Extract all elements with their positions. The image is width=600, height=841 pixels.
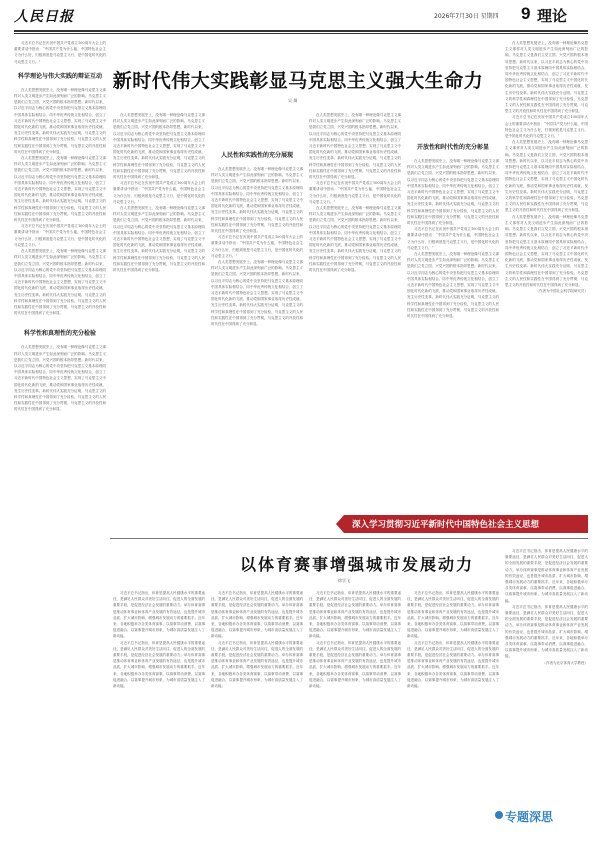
article1-column-2 <box>113 112 205 512</box>
article1-body-part: 习近平总书记在庆祝中国共产党成立100周年大会上的重要讲话中指出：“中国共产党为什么能，中国特色社会主义为什么好，归根到底是马克思主义行，是中国化时代化的马克思主义行。” <box>309 181 401 204</box>
article2-body-part: 习近平总书记指出，体育是提高人民健康水平的重要途径，是满足人民群众对美好生活向往、促进人的全面发展的重要手段，是促进经济社会发展的重要动力。举办体育赛事是推动体育事业和体育产业发展的有效途径，也是提升城市品质、扩大城市影响、增强城市发展动力的重要抓手。近年来，各地积极举办各类体育赛事，以赛事带动消费、以赛事促进融合、以赛事提升城市形象，为城市高质量发展注入了新动能。 <box>407 640 499 689</box>
article2-top-border <box>110 538 588 539</box>
article2-body-part: 习近平总书记指出，体育是提高人民健康水平的重要途径，是满足人民群众对美好生活向往、促进人的全面发展的重要手段，是促进经济社会发展的重要动力。举办体育赛事是推动体育事业和体育产业发展的有效途径，也是提升城市品质、扩大城市影响、增强城市发展动力的重要抓手。近年来，各地积极举办各类体育赛事，以赛事带动消费、以赛事促进融合、以赛事提升城市形象，为城市高质量发展注入了新动能。 <box>211 640 303 689</box>
article2-column-3 <box>309 590 401 830</box>
article2-column-2 <box>211 590 303 830</box>
article2-body-part: 习近平总书记指出，体育是提高人民健康水平的重要途径，是满足人民群众对美好生活向往、促进人的全面发展的重要手段，是促进经济社会发展的重要动力。举办体育赛事是推动体育事业和体育产业发展的有效途径，也是提升城市品质、扩大城市影响、增强城市发展动力的重要抓手。近年来，各地积极举办各类体育赛事，以赛事带动消费、以赛事促进融合、以赛事提升城市形象，为城市高质量发展注入了新动能。 <box>211 591 303 639</box>
article1-subhead-1: 科学理论与伟大实践的辩证互动 <box>17 72 102 80</box>
theme-banner-text: 深入学习贯彻习近平新时代中国特色社会主义思想 <box>352 520 540 530</box>
issue-date: 2026年7月30日 星期四 <box>434 13 499 20</box>
article2-body-part: 习近平总书记指出，体育是提高人民健康水平的重要途径，是满足人民群众对美好生活向往、促进人的全面发展的重要手段，是促进经济社会发展的重要动力。举办体育赛事是推动体育事业和体育产业发展的有效途径，也是提升城市品质、扩大城市影响、增强城市发展动力的重要抓手。近年来，各地积极举办各类体育赛事，以赛事带动消费、以赛事促进融合、以赛事提升城市形象，为城市高质量发展注入了新动能。 <box>505 604 588 659</box>
article1-body-part: 在人类思想发展史上，没有哪一种理论像马克思主义那样对人类文明进步产生如此深刻而广泛的影响。马克思主义是我们立党立国、兴党兴国的根本指导思想。新时代以来，以习近平同志为核心的党中央坚持把马克思主义基本原理同中国具体实际相结合、同中华优秀传统文化相结合，创立了习近平新时代中国特色社会主义思想，实现了马克思主义中国化时代化新的飞跃，推动党和国家事业取得历史性成就、发生历史性变革。新时代伟大实践充分证明，马克思主义的科学性和真理性在中国得到了充分检验，马克思主义的人民性和实践性在中国得到了充分贯彻，马克思主义的开放性和时代性在中国得到了充分彰显。 <box>407 252 499 319</box>
article1-author-note: （作者为中国社会科学院研究员） <box>535 289 588 294</box>
article1-body-part: 在人类思想发展史上，没有哪一种理论像马克思主义那样对人类文明进步产生如此深刻而广泛的影响。马克思主义是我们立党立国、兴党兴国的根本指导思想。新时代以来，以习近平同志为核心的党中央坚持把马克思主义基本原理同中国具体实际相结合、同中华优秀传统文化相结合，创立了习近平新时代中国特色社会主义思想，实现了马克思主义中国化时代化新的飞跃，推动党和国家事业取得历史性成就、发生历史性变革。新时代伟大实践充分证明，马克思主义的科学性和真理性在中国得到了充分检验，马克思主义的人民性和实践性在中国得到了充分贯彻，马克思主义的开放性和时代性在中国得到了充分彰显。 <box>14 87 106 154</box>
article1-column-5 <box>407 112 499 512</box>
article2-author: 徐学飞 <box>338 578 350 583</box>
masthead <box>0 0 600 34</box>
article1-body-part: 在人类思想发展史上，没有哪一种理论像马克思主义那样对人类文明进步产生如此深刻而广泛的影响。马克思主义是我们立党立国、兴党兴国的根本指导思想。新时代以来，以习近平同志为核心的党中央坚持把马克思主义基本原理同中国具体实际相结合、同中华优秀传统文化相结合，创立了习近平新时代中国特色社会主义思想，实现了马克思主义中国化时代化新的飞跃，推动党和国家事业取得历史性成就、发生历史性变革。新时代伟大实践充分证明，马克思主义的科学性和真理性在中国得到了充分检验，马克思主义的人民性和实践性在中国得到了充分贯彻，马克思主义的开放性和时代性在中国得到了充分彰显。 <box>113 113 205 180</box>
article1-body-part: 习近平总书记在庆祝中国共产党成立100周年大会上的重要讲话中指出：“中国共产党为什么能，中国特色社会主义为什么好，归根到底是马克思主义行，是中国化时代化的马克思主义行。” <box>211 235 303 258</box>
article2-body-part: 习近平总书记指出，体育是提高人民健康水平的重要途径，是满足人民群众对美好生活向往、促进人的全面发展的重要手段，是促进经济社会发展的重要动力。举办体育赛事是推动体育事业和体育产业发展的有效途径，也是提升城市品质、扩大城市影响、增强城市发展动力的重要抓手。近年来，各地积极举办各类体育赛事，以赛事带动消费、以赛事促进融合、以赛事提升城市形象，为城市高质量发展注入了新动能。 <box>407 591 499 639</box>
article1-body-part: 在人类思想发展史上，没有哪一种理论像马克思主义那样对人类文明进步产生如此深刻而广泛的影响。马克思主义是我们立党立国、兴党兴国的根本指导思想。新时代以来，以习近平同志为核心的党中央坚持把马克思主义基本原理同中国具体实际相结合、同中华优秀传统文化相结合，创立了习近平新时代中国特色社会主义思想，实现了马克思主义中国化时代化新的飞跃，推动党和国家事业取得历史性成就、发生历史性变革。新时代伟大实践充分证明，马克思主义的科学性和真理性在中国得到了充分检验，马克思主义的人民性和实践性在中国得到了充分贯彻，马克思主义的开放性和时代性在中国得到了充分彰显。 <box>211 167 303 234</box>
article1-headline: 新时代伟大实践彰显马克思主义强大生命力 <box>112 70 484 92</box>
article1-body-part: 在人类思想发展史上，没有哪一种理论像马克思主义那样对人类文明进步产生如此深刻而广泛的影响。马克思主义是我们立党立国、兴党兴国的根本指导思想。新时代以来，以习近平同志为核心的党中央坚持把马克思主义基本原理同中国具体实际相结合、同中华优秀传统文化相结合，创立了习近平新时代中国特色社会主义思想，实现了马克思主义中国化时代化新的飞跃，推动党和国家事业取得历史性成就、发生历史性变革。新时代伟大实践充分证明，马克思主义的科学性和真理性在中国得到了充分检验，马克思主义的人民性和实践性在中国得到了充分贯彻，马克思主义的开放性和时代性在中国得到了充分彰显。 <box>505 140 588 213</box>
page-number: 9 <box>521 4 531 23</box>
article1-body-part: 在人类思想发展史上，没有哪一种理论像马克思主义那样对人类文明进步产生如此深刻而广泛的影响。马克思主义是我们立党立国、兴党兴国的根本指导思想。新时代以来，以习近平同志为核心的党中央坚持把马克思主义基本原理同中国具体实际相结合、同中华优秀传统文化相结合，创立了习近平新时代中国特色社会主义思想，实现了马克思主义中国化时代化新的飞跃，推动党和国家事业取得历史性成就、发生历史性变革。新时代伟大实践充分证明，马克思主义的科学性和真理性在中国得到了充分检验，马克思主义的人民性和实践性在中国得到了充分贯彻，马克思主义的开放性和时代性在中国得到了充分彰显。 <box>113 206 205 273</box>
article1-column-3 <box>211 112 303 512</box>
article1-author: 吴 炯 <box>288 98 298 103</box>
article2-body-part: 习近平总书记指出，体育是提高人民健康水平的重要途径，是满足人民群众对美好生活向往、促进人的全面发展的重要手段，是促进经济社会发展的重要动力。举办体育赛事是推动体育事业和体育产业发展的有效途径，也是提升城市品质、扩大城市影响、增强城市发展动力的重要抓手。近年来，各地积极举办各类体育赛事，以赛事带动消费、以赛事促进融合、以赛事提升城市形象，为城市高质量发展注入了新动能。 <box>309 640 401 689</box>
masthead-rule-thin <box>14 33 588 34</box>
article1-subhead-2: 人民性和实践性的充分展现 <box>220 152 293 159</box>
article1-body-part: 在人类思想发展史上，没有哪一种理论像马克思主义那样对人类文明进步产生如此深刻而广泛的影响。马克思主义是我们立党立国、兴党兴国的根本指导思想。新时代以来，以习近平同志为核心的党中央坚持把马克思主义基本原理同中国具体实际相结合、同中华优秀传统文化相结合，创立了习近平新时代中国特色社会主义思想，实现了马克思主义中国化时代化新的飞跃，推动党和国家事业取得历史性成就、发生历史性变革。新时代伟大实践充分证明，马克思主义的科学性和真理性在中国得到了充分检验，马克思主义的人民性和实践性在中国得到了充分贯彻，马克思主义的开放性和时代性在中国得到了充分彰显。 <box>14 156 106 223</box>
article1-column-1 <box>14 40 106 836</box>
special-topic-icon <box>495 811 503 819</box>
article2-body-part: 习近平总书记指出，体育是提高人民健康水平的重要途径，是满足人民群众对美好生活向往、促进人的全面发展的重要手段，是促进经济社会发展的重要动力。举办体育赛事是推动体育事业和体育产业发展的有效途径，也是提升城市品质、扩大城市影响、增强城市发展动力的重要抓手。近年来，各地积极举办各类体育赛事，以赛事带动消费、以赛事促进融合、以赛事提升城市形象，为城市高质量发展注入了新动能。 <box>113 640 205 689</box>
article2-column-4 <box>407 590 499 830</box>
section-title: 理论 <box>537 8 568 25</box>
article1-body-part: 在人类思想发展史上，没有哪一种理论像马克思主义那样对人类文明进步产生如此深刻而广泛的影响。马克思主义是我们立党立国、兴党兴国的根本指导思想。新时代以来，以习近平同志为核心的党中央坚持把马克思主义基本原理同中国具体实际相结合、同中华优秀传统文化相结合，创立了习近平新时代中国特色社会主义思想，实现了马克思主义中国化时代化新的飞跃，推动党和国家事业取得历史性成就、发生历史性变革。新时代伟大实践充分证明，马克思主义的科学性和真理性在中国得到了充分检验，马克思主义的人民性和实践性在中国得到了充分贯彻，马克思主义的开放性和时代性在中国得到了充分彰显。 <box>505 214 588 287</box>
article1-body-part: 在人类思想发展史上，没有哪一种理论像马克思主义那样对人类文明进步产生如此深刻而广泛的影响。马克思主义是我们立党立国、兴党兴国的根本指导思想。新时代以来，以习近平同志为核心的党中央坚持把马克思主义基本原理同中国具体实际相结合、同中华优秀传统文化相结合，创立了习近平新时代中国特色社会主义思想，实现了马克思主义中国化时代化新的飞跃，推动党和国家事业取得历史性成就、发生历史性变革。新时代伟大实践充分证明，马克思主义的科学性和真理性在中国得到了充分检验，马克思主义的人民性和实践性在中国得到了充分贯彻，马克思主义的开放性和时代性在中国得到了充分彰显。 <box>407 159 499 226</box>
article2-body-part: 习近平总书记指出，体育是提高人民健康水平的重要途径，是满足人民群众对美好生活向往、促进人的全面发展的重要手段，是促进经济社会发展的重要动力。举办体育赛事是推动体育事业和体育产业发展的有效途径，也是提升城市品质、扩大城市影响、增强城市发展动力的重要抓手。近年来，各地积极举办各类体育赛事，以赛事带动消费、以赛事促进融合、以赛事提升城市形象，为城市高质量发展注入了新动能。 <box>505 549 588 603</box>
article1-body-part: 习近平总书记在庆祝中国共产党成立100周年大会上的重要讲话中指出：“中国共产党为什么能，中国特色社会主义为什么好，归根到底是马克思主义行，是中国化时代化的马克思主义行。” <box>505 115 588 139</box>
special-topic-label: 专题深思 <box>505 810 554 824</box>
article1-lead: 习近平总书记在庆祝中国共产党成立100周年大会上的重要讲话中指出：“中国共产党为什么能，中国特色社会主义为什么好，归根到底是马克思主义行，是中国化时代化的马克思主义行。” <box>14 41 106 64</box>
newspaper-logo: 人民日报 <box>14 9 74 25</box>
article1-body-part: 在人类思想发展史上，没有哪一种理论像马克思主义那样对人类文明进步产生如此深刻而广泛的影响。马克思主义是我们立党立国、兴党兴国的根本指导思想。新时代以来，以习近平同志为核心的党中央坚持把马克思主义基本原理同中国具体实际相结合、同中华优秀传统文化相结合，创立了习近平新时代中国特色社会主义思想，实现了马克思主义中国化时代化新的飞跃，推动党和国家事业取得历史性成就、发生历史性变革。新时代伟大实践充分证明，马克思主义的科学性和真理性在中国得到了充分检验，马克思主义的人民性和实践性在中国得到了充分贯彻，马克思主义的开放性和时代性在中国得到了充分彰显。 <box>309 113 401 180</box>
article2-column-5 <box>505 548 588 800</box>
article1-body-part: 在人类思想发展史上，没有哪一种理论像马克思主义那样对人类文明进步产生如此深刻而广泛的影响。马克思主义是我们立党立国、兴党兴国的根本指导思想。新时代以来，以习近平同志为核心的党中央坚持把马克思主义基本原理同中国具体实际相结合、同中华优秀传统文化相结合，创立了习近平新时代中国特色社会主义思想，实现了马克思主义中国化时代化新的飞跃，推动党和国家事业取得历史性成就、发生历史性变革。新时代伟大实践充分证明，马克思主义的科学性和真理性在中国得到了充分检验，马克思主义的人民性和实践性在中国得到了充分贯彻，马克思主义的开放性和时代性在中国得到了充分彰显。 <box>211 260 303 327</box>
banner-tail <box>336 515 344 533</box>
article2-body-part: 习近平总书记指出，体育是提高人民健康水平的重要途径，是满足人民群众对美好生活向往、促进人的全面发展的重要手段，是促进经济社会发展的重要动力。举办体育赛事是推动体育事业和体育产业发展的有效途径，也是提升城市品质、扩大城市影响、增强城市发展动力的重要抓手。近年来，各地积极举办各类体育赛事，以赛事带动消费、以赛事促进融合、以赛事提升城市形象，为城市高质量发展注入了新动能。 <box>113 591 205 639</box>
article1-body-part: 习近平总书记在庆祝中国共产党成立100周年大会上的重要讲话中指出：“中国共产党为什么能，中国特色社会主义为什么好，归根到底是马克思主义行，是中国化时代化的马克思主义行。” <box>14 224 106 247</box>
article1-body-part: 在人类思想发展史上，没有哪一种理论像马克思主义那样对人类文明进步产生如此深刻而广泛的影响。马克思主义是我们立党立国、兴党兴国的根本指导思想。新时代以来，以习近平同志为核心的党中央坚持把马克思主义基本原理同中国具体实际相结合、同中华优秀传统文化相结合，创立了习近平新时代中国特色社会主义思想，实现了马克思主义中国化时代化新的飞跃，推动党和国家事业取得历史性成就、发生历史性变革。新时代伟大实践充分证明，马克思主义的科学性和真理性在中国得到了充分检验，马克思主义的人民性和实践性在中国得到了充分贯彻，马克思主义的开放性和时代性在中国得到了充分彰显。 <box>14 249 106 316</box>
article1-column-4 <box>309 112 401 512</box>
article2-author-note: （作者为北京体育大学教授） <box>542 660 588 665</box>
article1-subhead-4: 科学性和真理性的充分检验 <box>23 330 96 338</box>
article1-body-part: 习近平总书记在庆祝中国共产党成立100周年大会上的重要讲话中指出：“中国共产党为什么能，中国特色社会主义为什么好，归根到底是马克思主义行，是中国化时代化的马克思主义行。” <box>407 227 499 250</box>
article2-headline: 以体育赛事增强城市发展动力 <box>239 555 474 574</box>
article1-subhead-3: 开放性和时代性的充分彰显 <box>416 144 489 151</box>
article2-column-1 <box>113 590 205 830</box>
article1-body-part: 习近平总书记在庆祝中国共产党成立100周年大会上的重要讲话中指出：“中国共产党为什么能，中国特色社会主义为什么好，归根到底是马克思主义行，是中国化时代化的马克思主义行。” <box>113 181 205 204</box>
masthead-rule <box>14 30 588 32</box>
article1-column-6 <box>505 40 588 510</box>
article1-body-part: 在人类思想发展史上，没有哪一种理论像马克思主义那样对人类文明进步产生如此深刻而广泛的影响。马克思主义是我们立党立国、兴党兴国的根本指导思想。新时代以来，以习近平同志为核心的党中央坚持把马克思主义基本原理同中国具体实际相结合、同中华优秀传统文化相结合，创立了习近平新时代中国特色社会主义思想，实现了马克思主义中国化时代化新的飞跃，推动党和国家事业取得历史性成就、发生历史性变革。新时代伟大实践充分证明，马克思主义的科学性和真理性在中国得到了充分检验，马克思主义的人民性和实践性在中国得到了充分贯彻，马克思主义的开放性和时代性在中国得到了充分彰显。 <box>14 345 106 412</box>
article2-body-part: 习近平总书记指出，体育是提高人民健康水平的重要途径，是满足人民群众对美好生活向往、促进人的全面发展的重要手段，是促进经济社会发展的重要动力。举办体育赛事是推动体育事业和体育产业发展的有效途径，也是提升城市品质、扩大城市影响、增强城市发展动力的重要抓手。近年来，各地积极举办各类体育赛事，以赛事带动消费、以赛事促进融合、以赛事提升城市形象，为城市高质量发展注入了新动能。 <box>309 591 401 639</box>
article1-body-part: 在人类思想发展史上，没有哪一种理论像马克思主义那样对人类文明进步产生如此深刻而广泛的影响。马克思主义是我们立党立国、兴党兴国的根本指导思想。新时代以来，以习近平同志为核心的党中央坚持把马克思主义基本原理同中国具体实际相结合、同中华优秀传统文化相结合，创立了习近平新时代中国特色社会主义思想，实现了马克思主义中国化时代化新的飞跃，推动党和国家事业取得历史性成就、发生历史性变革。新时代伟大实践充分证明，马克思主义的科学性和真理性在中国得到了充分检验，马克思主义的人民性和实践性在中国得到了充分贯彻，马克思主义的开放性和时代性在中国得到了充分彰显。 <box>309 206 401 273</box>
article1-body-part: 在人类思想发展史上，没有哪一种理论像马克思主义那样对人类文明进步产生如此深刻而广泛的影响。马克思主义是我们立党立国、兴党兴国的根本指导思想。新时代以来，以习近平同志为核心的党中央坚持把马克思主义基本原理同中国具体实际相结合、同中华优秀传统文化相结合，创立了习近平新时代中国特色社会主义思想，实现了马克思主义中国化时代化新的飞跃，推动党和国家事业取得历史性成就、发生历史性变革。新时代伟大实践充分证明，马克思主义的科学性和真理性在中国得到了充分检验，马克思主义的人民性和实践性在中国得到了充分贯彻，马克思主义的开放性和时代性在中国得到了充分彰显。 <box>505 41 588 114</box>
